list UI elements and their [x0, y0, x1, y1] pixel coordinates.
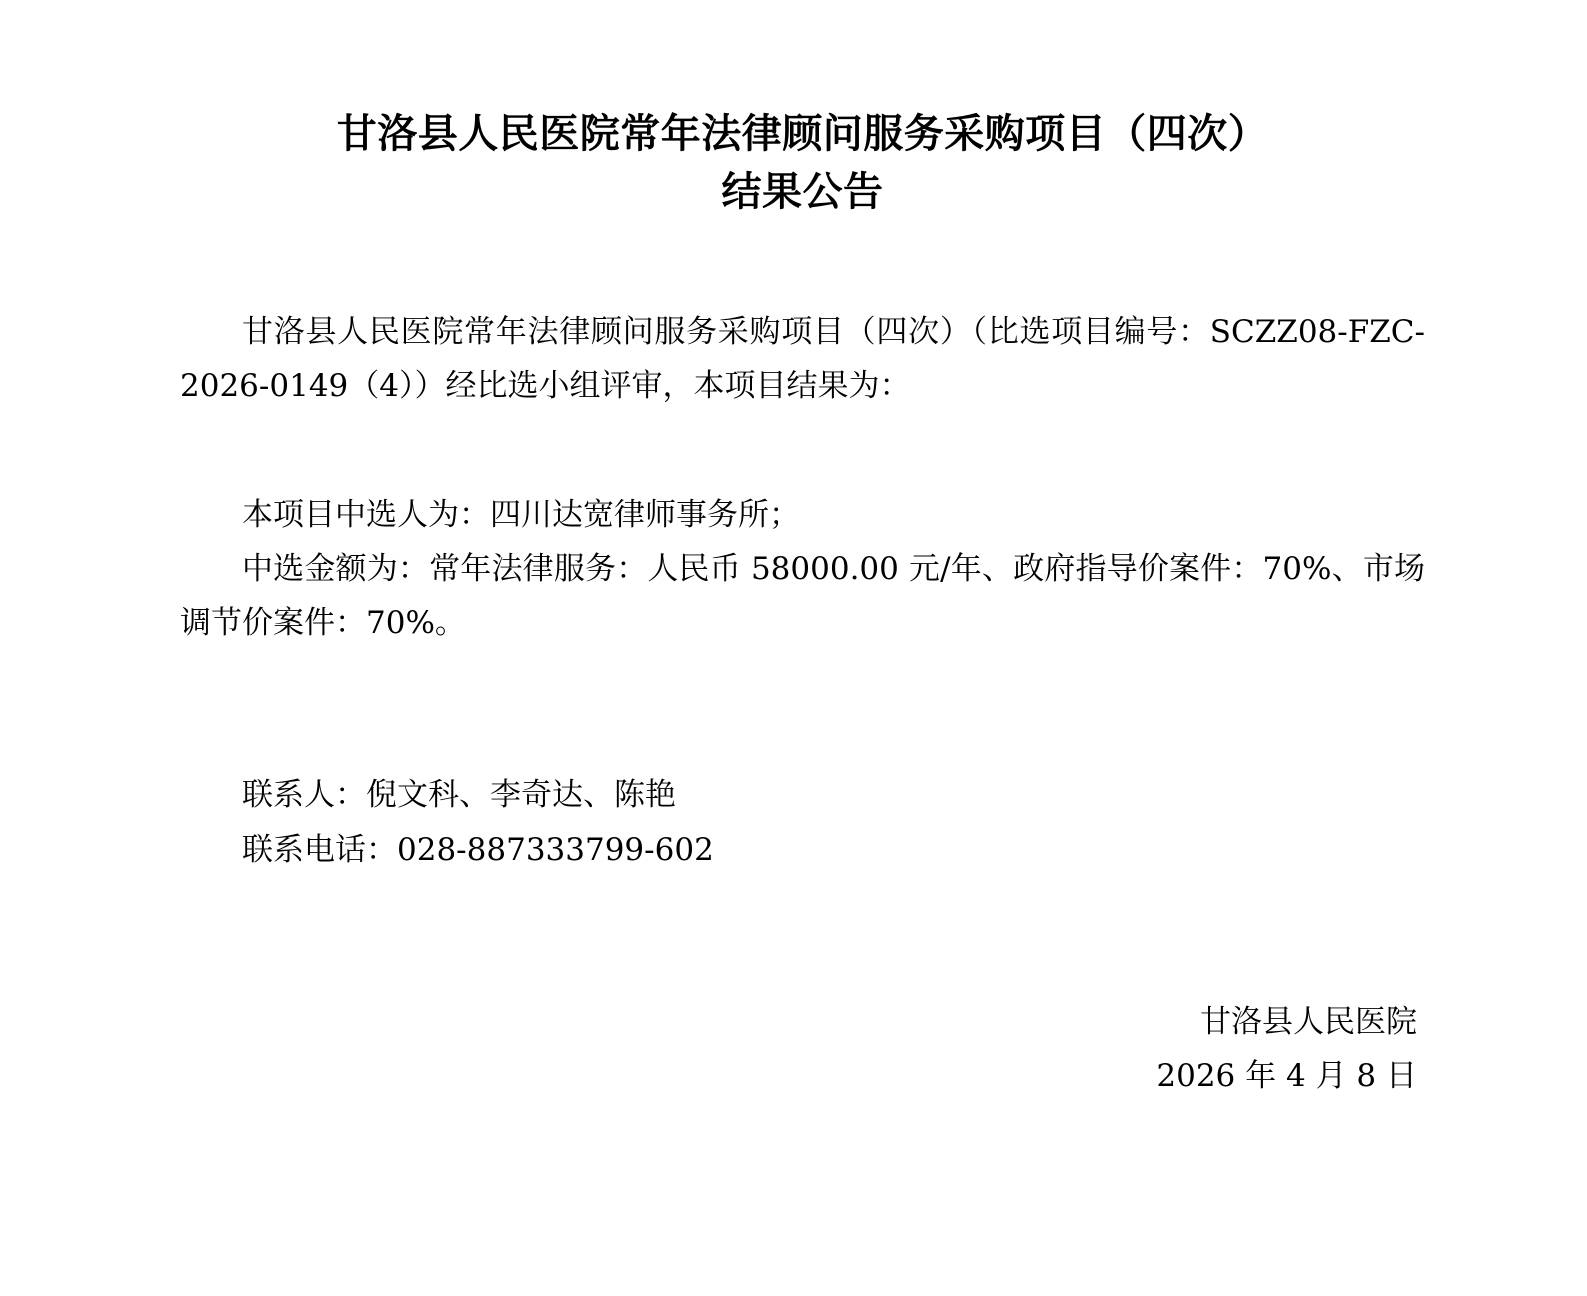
spacer-before-signature [180, 877, 1425, 995]
intro-paragraph: 甘洛县人民医院常年法律顾问服务采购项目（四次）（比选项目编号：SCZZ08-FZC-2026-0149（4））经比选小组评审，本项目结果为： [180, 314, 1425, 405]
title-line-2: 结果公告 [721, 168, 884, 215]
result-section [180, 488, 1425, 651]
contact-section [180, 768, 1425, 877]
result-winner-line: 本项目中选人为：四川达宽律师事务所； [242, 496, 800, 533]
contact-phone-line: 联系电话：028-887333799-602 [242, 831, 714, 868]
contact-person-line: 联系人：倪文科、李奇达、陈艳 [242, 777, 676, 814]
spacer-after-result [180, 650, 1425, 768]
intro-section [180, 305, 1425, 414]
title-line-1: 甘洛县人民医院常年法律顾问服务采购项目（四次） [336, 110, 1269, 157]
document-title [180, 105, 1425, 221]
signature-date: 2026 年 4 月 8 日 [1156, 1058, 1417, 1094]
spacer-after-intro [180, 414, 1425, 488]
result-amount-line: 中选金额为：常年法律服务：人民币 58000.00 元/年、政府指导价案件：70%、市场调节价案件：70%。 [180, 550, 1425, 641]
signature-organization: 甘洛县人民医院 [1200, 1003, 1417, 1040]
signature-section [180, 995, 1425, 1104]
document-body [180, 0, 1425, 1103]
